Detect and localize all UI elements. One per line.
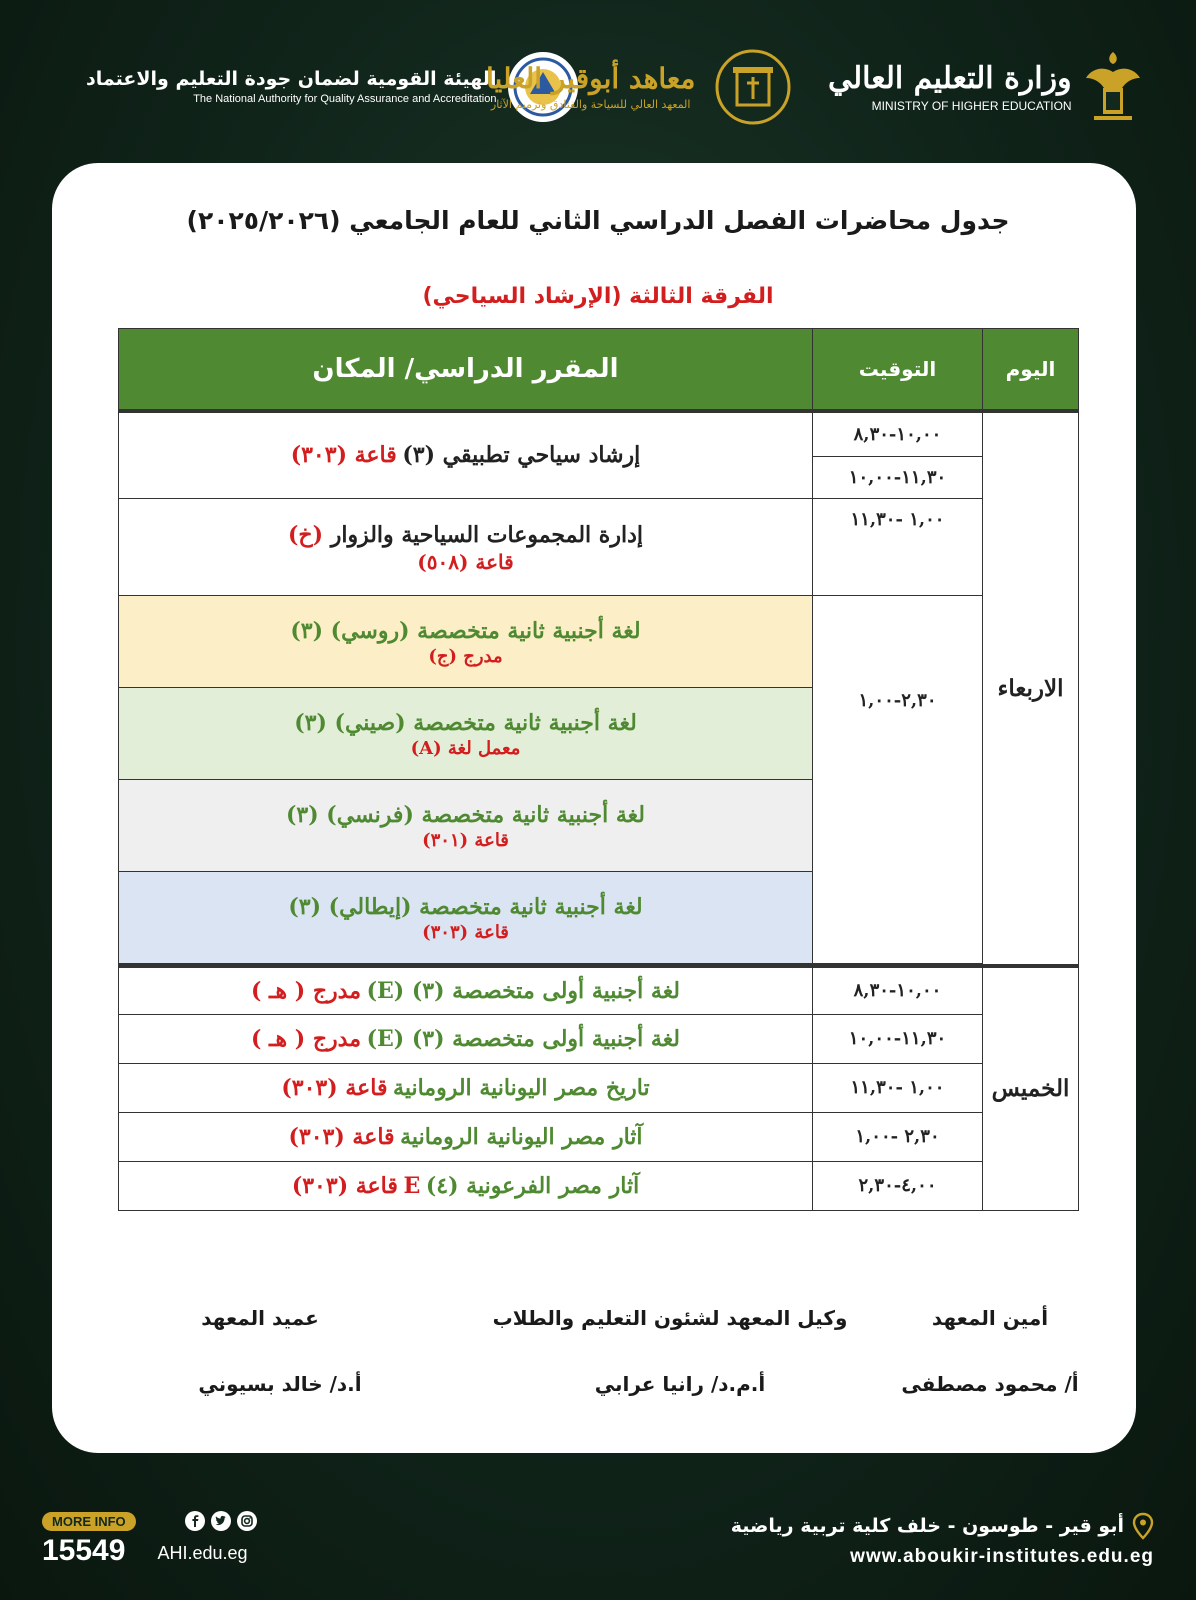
dean-title: عميد المعهد	[201, 1306, 319, 1330]
ministry-name-en: MINISTRY OF HIGHER EDUCATION	[871, 99, 1072, 113]
secretary-title: أمين المعهد	[931, 1306, 1049, 1330]
course-location: مدرج ( هـ )	[250, 1025, 361, 1052]
time-cell: ٢,٣٠ -١,٠٠	[813, 1112, 983, 1161]
nqaa-text	[86, 67, 496, 107]
course-name: لغة أجنبية ثانية متخصصة (إيطالي) (٣)	[288, 894, 643, 920]
table-header-row	[119, 329, 1079, 411]
day-cell-thursday: الخميس	[983, 966, 1079, 1210]
facebook-icon[interactable]	[184, 1510, 206, 1532]
dean-name: أ.د/ خالد بسيوني	[198, 1372, 362, 1396]
day-cell-wednesday: الاربعاء	[983, 411, 1079, 967]
table-row	[119, 411, 1079, 457]
website-link[interactable]: www.aboukir-institutes.edu.eg	[850, 1546, 1154, 1567]
course-name: لغة أجنبية ثانية متخصصة (روسي) (٣)	[290, 618, 641, 644]
twitter-icon[interactable]	[210, 1510, 232, 1532]
course-location: مدرج ( هـ )	[250, 977, 361, 1004]
table-row	[119, 966, 1079, 1014]
table-row	[119, 1014, 1079, 1063]
ministry-logo-block	[828, 42, 1144, 132]
time-cell: ١٠,٠٠-٨,٣٠	[813, 966, 983, 1014]
course-name: آثار مصر الفرعونية (٤)	[425, 1172, 640, 1199]
time-cell: ١٠,٠٠-٨,٣٠	[813, 411, 983, 457]
vice-dean-name: أ.م.د/ رانيا عرابي	[594, 1372, 766, 1396]
course-location: قاعة (٣٠٣)	[291, 1172, 398, 1199]
nqaa-name-ar: الهيئة القومية لضمان جودة التعليم والاعتماد	[86, 68, 497, 90]
secretary-name: أ/ محمود مصطفى	[901, 1372, 1079, 1396]
institute-logo-block	[486, 42, 791, 132]
course-cell	[119, 1161, 813, 1210]
course-tag: E	[403, 1172, 421, 1199]
course-cell	[119, 872, 813, 964]
course-cell	[119, 411, 813, 499]
institute-subtitle: المعهد العالي للسياحة والفنادق وترميم الآثار	[490, 98, 691, 111]
time-cell: ١,٠٠ -١١,٣٠	[813, 1063, 983, 1112]
course-location: قاعة (٥٠٨)	[417, 550, 514, 574]
course-location: قاعة (٣٠٣)	[422, 922, 509, 943]
course-cell	[119, 1063, 813, 1112]
table-row	[119, 499, 1079, 596]
col-header-day: اليوم	[983, 329, 1079, 411]
col-header-time: التوقيت	[813, 329, 983, 411]
institute-name: معاهد أبوقير العليا	[486, 62, 696, 95]
time-cell: ١١,٣٠-١٠,٠٠	[813, 1014, 983, 1063]
course-name: لغة أجنبية ثانية متخصصة (فرنسي) (٣)	[285, 802, 645, 828]
course-name: تاريخ مصر اليونانية الرومانية	[393, 1074, 650, 1101]
time-cell: ١,٠٠ -١١,٣٠	[813, 499, 983, 596]
footer-contact	[42, 1510, 258, 1568]
table-row	[119, 1112, 1079, 1161]
course-location: قاعة (٣٠٣)	[281, 1074, 388, 1101]
course-location: قاعة (٣٠١)	[422, 830, 509, 851]
ministry-name-ar: وزارة التعليم العالي	[828, 61, 1072, 96]
course-cell	[119, 596, 813, 688]
course-name: إدارة المجموعات السياحية والزوار	[330, 522, 643, 548]
instagram-icon[interactable]	[236, 1510, 258, 1532]
course-cell	[119, 966, 813, 1014]
hotline-number[interactable]: 15549	[42, 1534, 126, 1567]
course-tag: (خ)	[288, 522, 324, 548]
ministry-text	[828, 60, 1072, 114]
address-text: أبو قير - طوسون - خلف كلية تربية رياضية	[730, 1515, 1124, 1537]
course-location: قاعة (٣٠٣)	[290, 442, 397, 469]
short-website-link[interactable]: AHI.edu.eg	[157, 1543, 248, 1563]
nqaa-name-en: The National Authority for Quality Assurance and Accreditation	[193, 93, 497, 105]
footer-address	[731, 1512, 1154, 1568]
eagle-emblem-icon	[1082, 48, 1144, 126]
social-icons	[184, 1510, 258, 1532]
page-title: جدول محاضرات الفصل الدراسي الثاني للعام الجامعي (٢٠٢٥/٢٠٢٦)	[186, 206, 1010, 235]
table-row	[119, 1063, 1079, 1112]
course-location: مدرج (ج)	[428, 646, 503, 667]
course-cell	[119, 499, 813, 596]
table-row	[119, 1161, 1079, 1210]
course-location: معمل لغة (A)	[410, 738, 521, 759]
time-cell: ١١,٣٠-١٠,٠٠	[813, 457, 983, 499]
more-info-badge: MORE INFO	[42, 1512, 136, 1531]
course-cell	[119, 1112, 813, 1161]
course-cell	[119, 1014, 813, 1063]
header	[0, 0, 1196, 170]
course-name: إرشاد سياحي تطبيقي (٣)	[402, 442, 641, 469]
course-name: لغة أجنبية أولى متخصصة (٣) (E)	[366, 1025, 681, 1052]
course-name: لغة أجنبية أولى متخصصة (٣) (E)	[366, 977, 681, 1004]
time-cell: ٢,٣٠-١,٠٠	[813, 596, 983, 964]
vice-dean-title: وكيل المعهد لشئون التعليم والطلاب	[492, 1306, 848, 1330]
location-pin-icon	[1132, 1512, 1154, 1540]
schedule-table	[118, 328, 1079, 1211]
col-header-course: المقرر الدراسي/ المكان	[119, 329, 813, 411]
course-cell	[119, 780, 813, 872]
course-cell	[119, 688, 813, 780]
page-subtitle: الفرقة الثالثة (الإرشاد السياحي)	[422, 284, 774, 309]
time-cell: ٤,٠٠-٢,٣٠	[813, 1161, 983, 1210]
institute-text	[486, 61, 695, 113]
course-location: قاعة (٣٠٣)	[288, 1123, 395, 1150]
table-row	[119, 596, 1079, 688]
institute-emblem-icon	[715, 49, 791, 125]
course-name: لغة أجنبية ثانية متخصصة (صيني) (٣)	[294, 710, 637, 736]
course-name: آثار مصر اليونانية الرومانية	[400, 1123, 643, 1150]
